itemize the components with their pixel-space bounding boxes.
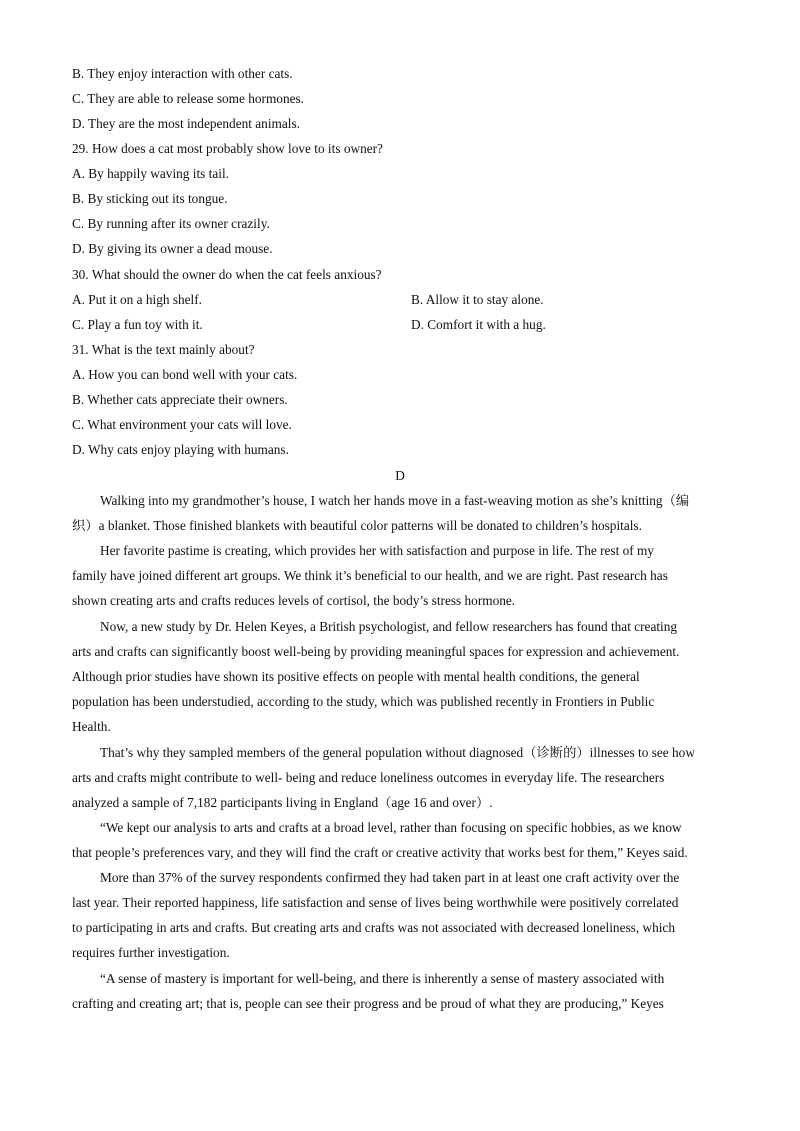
q30-option-d: D. Comfort it with a hug.: [411, 317, 546, 332]
passage-line: That’s why they sampled members of the general population without diagnosed（诊断的）illnesses to see how: [100, 745, 695, 760]
passage-line: Health.: [72, 719, 111, 735]
passage-line: to participating in arts and crafts. But creating arts and crafts was not associated with decreased loneliness, which: [72, 920, 675, 936]
passage-line: requires further investigation.: [72, 945, 230, 961]
passage-line: “A sense of mastery is important for well-being, and there is inherently a sense of mastery associated with: [100, 971, 665, 986]
passage-line: arts and crafts might contribute to well- being and reduce loneliness outcomes in everyday life. The researchers: [72, 770, 665, 786]
passage-line: last year. Their reported happiness, life satisfaction and sense of lives being worthwhile were positively correlated: [72, 895, 679, 911]
q31-option-c: C. What environment your cats will love.: [72, 417, 292, 432]
q29-option-a: A. By happily waving its tail.: [72, 166, 229, 181]
q28-option-b: B. They enjoy interaction with other cats.: [72, 66, 293, 81]
passage-line: population has been understudied, according to the study, which was published recently in Frontiers in Public: [72, 694, 655, 710]
passage-line: analyzed a sample of 7,182 participants living in England（age 16 and over）.: [72, 795, 493, 811]
q31-option-b: B. Whether cats appreciate their owners.: [72, 392, 288, 407]
q31-question: 31. What is the text mainly about?: [72, 342, 255, 357]
passage-paragraph-7: [72, 971, 728, 1021]
passage-line: crafting and creating art; that is, people can see their progress and be proud of what they are producing,” Keyes: [72, 996, 664, 1012]
q30-option-a: A. Put it on a high shelf.: [72, 292, 203, 307]
q29-option-c: C. By running after its owner crazily.: [72, 216, 270, 231]
q29-option-d: D. By giving its owner a dead mouse.: [72, 241, 273, 256]
q30-question: 30. What should the owner do when the cat feels anxious?: [72, 267, 382, 282]
passage-line: Now, a new study by Dr. Helen Keyes, a British psychologist, and fellow researchers has found that creating: [100, 619, 678, 634]
passage-line: 织）a blanket. Those finished blankets with beautiful color patterns will be donated to children’s hospitals.: [72, 518, 642, 534]
section-d-heading: D: [395, 468, 405, 483]
q28-option-c: C. They are able to release some hormones.: [72, 91, 305, 106]
passage-line: family have joined different art groups. We think it’s beneficial to our health, and we are right. Past research has: [72, 568, 668, 584]
passage-paragraph-3: [72, 619, 728, 744]
q29-question: 29. How does a cat most probably show love to its owner?: [72, 141, 383, 156]
q30-option-b: B. Allow it to stay alone.: [411, 292, 544, 307]
passage-paragraph-1: [72, 493, 728, 543]
q31-option-d: D. Why cats enjoy playing with humans.: [72, 442, 289, 457]
q30-option-c: C. Play a fun toy with it.: [72, 317, 203, 332]
passage-line: Her favorite pastime is creating, which provides her with satisfaction and purpose in life. The rest of my: [100, 543, 655, 558]
passage-line: More than 37% of the survey respondents confirmed they had taken part in at least one craft activity over the: [100, 870, 680, 885]
passage-line: “We kept our analysis to arts and crafts at a broad level, rather than focusing on specific hobbies, as we know: [100, 820, 682, 835]
passage-line: shown creating arts and crafts reduces levels of cortisol, the body’s stress hormone.: [72, 593, 516, 609]
passage-paragraph-2: [72, 543, 728, 618]
q28-option-d: D. They are the most independent animals.: [72, 116, 300, 131]
passage-line: Walking into my grandmother’s house, I watch her hands move in a fast-weaving motion as she’s knitting（编: [100, 493, 690, 508]
passage-paragraph-6: [72, 870, 728, 970]
passage-line: arts and crafts can significantly boost well-being by providing meaningful spaces for expression and achievement.: [72, 644, 680, 660]
passage-line: that people’s preferences vary, and they will find the craft or creative activity that works best for them,” Keyes said.: [72, 845, 688, 861]
q31-option-a: A. How you can bond well with your cats.: [72, 367, 298, 382]
passage-paragraph-5: [72, 820, 728, 870]
q29-option-b: B. By sticking out its tongue.: [72, 191, 228, 206]
passage-line: Although prior studies have shown its positive effects on people with mental health conditions, the general: [72, 669, 640, 685]
passage-paragraph-4: [72, 745, 728, 820]
